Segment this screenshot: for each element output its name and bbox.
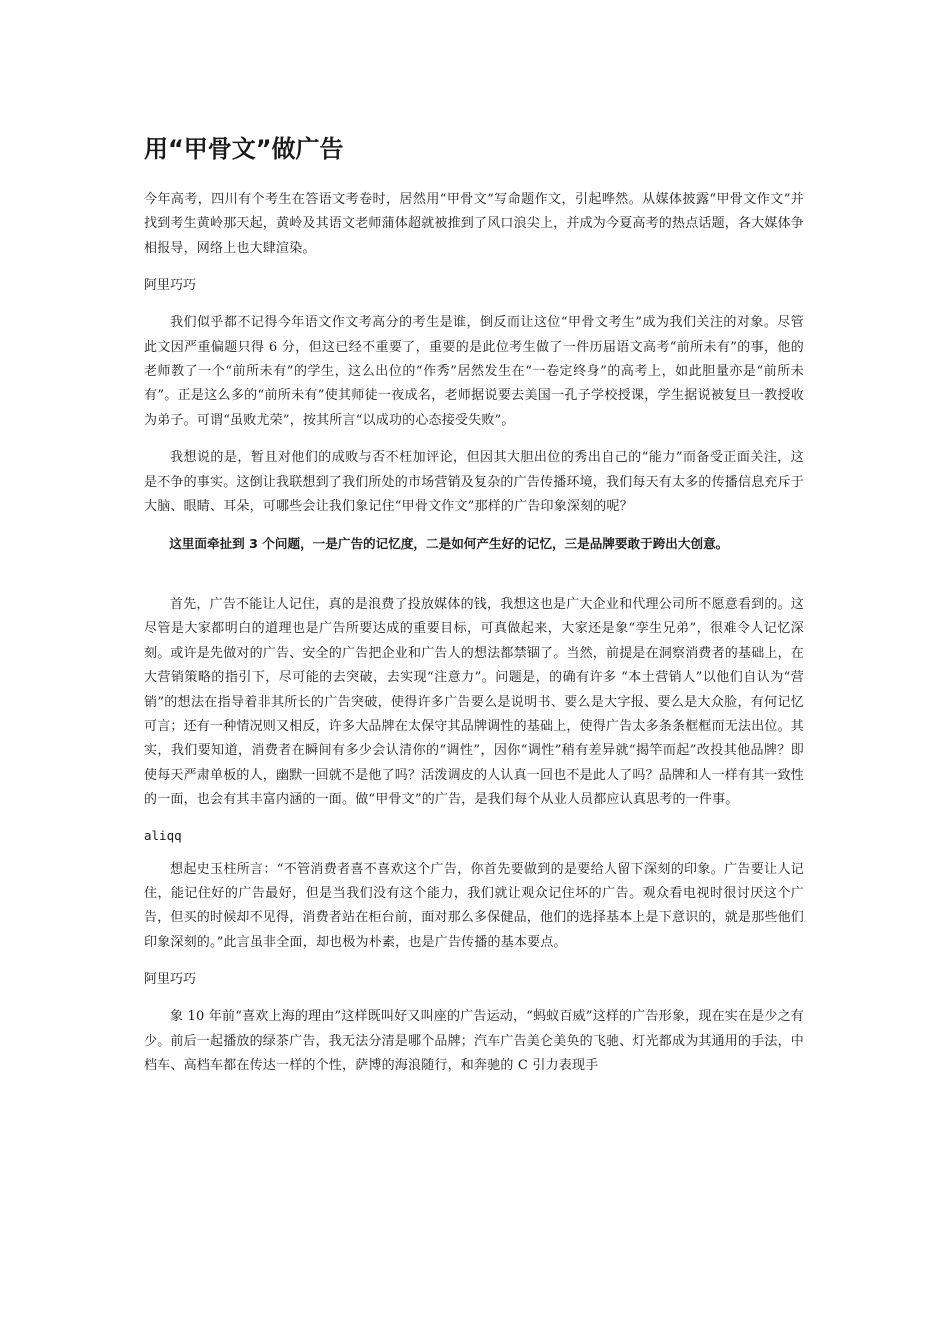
paragraph-6: 想起史玉柱所言：“不管消费者喜不喜欢这个广告，你首先要做到的是要给人留下深刻的印象。广告要让人记住，能记住好的广告最好，但是当我们没有这个能力，我们就让观众记住坏的广告。观众看电视时很讨厌这个广告，但买的时候却不见得，消费者站在柜台前，面对那么多保健品，他们的选择基本上是下意识的，就是那些他们印象深刻的。”此言虽非全面，却也极为朴素，也是广告传播的基本要点。 xyxy=(144,861,805,950)
document-page xyxy=(144,132,804,1091)
paragraph-3: 我想说的是，暂且对他们的成败与否不枉加评论，但因其大胆出位的秀出自己的“能力”而备受正面关注，这是不争的事实。这倒让我联想到了我们所处的市场营销及复杂的广告传播环境，我们每天有太多的传播信息充斥于大脑、眼睛、耳朵，可哪些会让我们象记住“甲骨文作文”那样的广告印象深刻的呢？ xyxy=(144,450,805,515)
article-title: 用“甲骨文”做广告 xyxy=(144,135,344,163)
author-signature: 阿里巧巧 xyxy=(144,972,197,988)
paragraph-intro: 今年高考，四川有个考生在答语文考卷时，居然用“甲骨文”写命题作文，引起哗然。从媒体披露“甲骨文作文”并找到考生黄岭那天起，黄岭及其语文老师蒲体超就被推到了风口浪尖上，并成为今夏高考的热点话题，各大媒体争相报导，网络上也大肆渲染。 xyxy=(144,192,805,256)
author-signature-latin: aliqq xyxy=(144,827,182,843)
paragraph-5: 首先，广告不能让人记住，真的是浪费了投放媒体的钱，我想这也是广大企业和代理公司所不愿意看到的。这尽管是大家都明白的道理也是广告所要达成的重要目标，可真做起来，大家还是象“孪生兄弟”，很难令人记忆深刻。或许是先做对的广告、安全的广告把企业和广告人的想法都禁锢了。当然，前提是在洞察消费者的基础上，在大营销策略的指引下，尽可能的去突破，去实现“注意力”。问题是，的确有许多 “本土营销人”以他们自认为“营销”的想法在指导着非其所长的广告突破，使得许多广告要么是说明书、要么是大字报、要么是大众脸，有何记忆可言；还有一种情况则又相反，许多大品牌在太保守其品牌调性的基础上，使得广告太多条条框框而无法出位。其实，我们要知道，消费者在瞬间有多少会认清你的“调性”，因你“调性”稍有差异就“揭竿而起”改投其他品牌？即使每天严肃单板的人，幽默一回就不是他了吗？活泼调皮的人认真一回也不是此人了吗？品牌和人一样有其一致性的一面，也会有其丰富内涵的一面。做“甲骨文”的广告，是我们每个从业人员都应认真思考的一件事。 xyxy=(144,596,805,808)
paragraph-7: 象 10 年前“喜欢上海的理由”这样既叫好又叫座的广告运动，“蚂蚁百威”这样的广告形象，现在实在是少之有少。前后一起播放的绿茶广告，我无法分清是哪个品牌；汽车广告美仑美奂的飞驰、灯光都成为其通用的手法，中档车、高档车都在传达一样的个性，萨博的海浪随行，和奔驰的 C 引力表现手 xyxy=(144,1009,805,1073)
author-signature: 阿里巧巧 xyxy=(144,278,197,294)
paragraph-key-points: 这里面牵扯到 3 个问题，一是广告的记忆度，二是如何产生好的记忆，三是品牌要敢于跨出大创意。 xyxy=(169,536,729,552)
paragraph-2: 我们似乎都不记得今年语文作文考高分的考生是谁，倒反而让这位“甲骨文考生”成为我们关注的对象。尽管此文因严重偏题只得 6 分，但这已经不重要了，重要的是此位考生做了一件历届语文高考“前所未有”的事，他的老师教了一个“前所未有”的学生，这么出位的“作秀”居然发生在“一卷定终身”的高考上，如此胆量亦是“前所未有”。正是这么多的“前所未有”使其师徒一夜成名，老师据说要去美国一孔子学校授课，学生据说被复旦一教授收为弟子。可谓“虽败尤荣”，按其所言“以成功的心态接受失败”。 xyxy=(144,315,804,428)
